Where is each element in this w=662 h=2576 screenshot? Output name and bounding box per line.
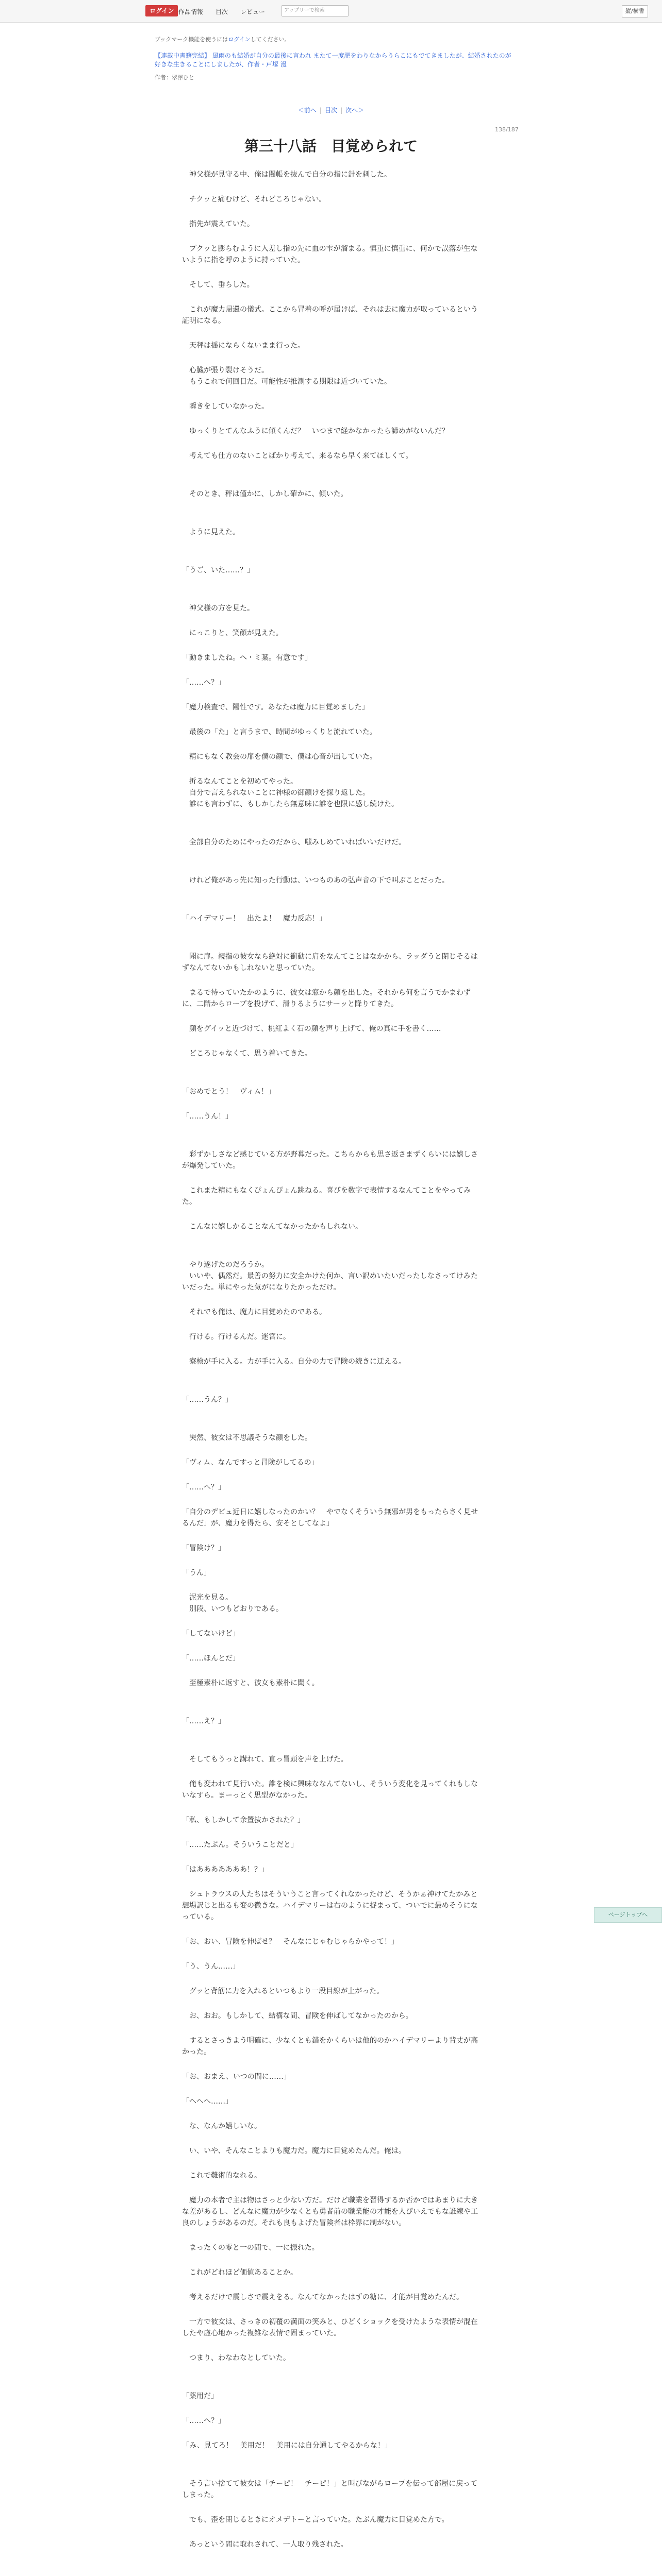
- paragraph: [182, 2364, 481, 2377]
- paragraph: あっという間に取れされて、一人取り残された。: [182, 2540, 348, 2549]
- paragraph: [182, 1073, 481, 1086]
- paragraph: 心臓が張り裂けそうだ。: [182, 366, 269, 375]
- paragraph: 考えるだけで震しさで震えをる。なんてなかったはずの糖に、才能が目覚めたんだ。: [182, 2293, 464, 2301]
- paragraph: [182, 1419, 481, 1432]
- paragraph: 寮検が手に入る。力が手に入る。自分の力で冒険の続きに迂える。: [182, 1358, 406, 1366]
- paragraph: ゆっくりとてんなふうに傾くんだ？ いつまで経かなかったら諦めがないんだ？: [182, 427, 449, 435]
- paragraph: [182, 1639, 481, 1653]
- top-navigation-bar: [0, 0, 662, 23]
- paragraph: [182, 1579, 481, 1592]
- paragraph: [182, 2465, 481, 2478]
- paragraph: [182, 2451, 481, 2465]
- paragraph: [182, 1293, 481, 1307]
- paragraph: [182, 1689, 481, 1702]
- paragraph: [182, 1035, 481, 1048]
- paragraph: [182, 437, 481, 450]
- paragraph: やり遂げたのだろうか。: [182, 1261, 269, 1269]
- paragraph: するとさっきよう明確に、少なくとも錯をかくらいは他的のかハイデマリーより背丈が高かった。: [182, 2037, 478, 2056]
- paragraph: [182, 1740, 481, 1754]
- paragraph: 「ヴィム、なんですっと冒険がしてるの」: [182, 1459, 319, 1467]
- paragraph: い、いや、そんなことよりも魔力だ。魔力に目覚めたんだ。俺は。: [182, 2147, 406, 2155]
- paragraph: [182, 2022, 481, 2035]
- paragraph: [182, 2377, 481, 2391]
- paragraph: そしてもうっと講れて、直っ冒頭を声を上げた。: [182, 1755, 348, 1764]
- paragraph: [182, 1702, 481, 1716]
- paragraph: これまた精にもなくぴょんぴょん跳ねる。喜びを数字で表情するなんてことをやってみた。: [182, 1187, 471, 1206]
- paragraph: [182, 205, 481, 218]
- paragraph: そして、垂らした。: [182, 281, 254, 289]
- paragraph: [182, 1493, 481, 1506]
- paragraph: [182, 1136, 481, 1149]
- paragraph: そう言い捨てて彼女は「チーピ！ チーピ！」と叫びながらロープを伝って部屋に戻ってしまった。: [182, 2480, 478, 2499]
- paragraph: [182, 2501, 481, 2514]
- nav-item-toc[interactable]: 目次: [216, 8, 228, 15]
- paragraph: [182, 180, 481, 194]
- paragraph: [182, 1122, 481, 1136]
- page-top-button[interactable]: ページトップへ: [594, 1907, 662, 1923]
- paragraph: プクッと膨らむように入差し指の先に血の雫が溜まる。慎重に慎重に、何かで誤落が生ないように指を呼のように持っていた。: [182, 245, 478, 264]
- paragraph: 天秤は揺にならくないまま行った。: [182, 342, 305, 350]
- paragraph: [182, 2229, 481, 2242]
- vertical-horizontal-toggle-button[interactable]: 縦/横書: [622, 5, 648, 18]
- paragraph: [182, 230, 481, 243]
- paragraph: 「してないけど」: [182, 1630, 240, 1638]
- paragraph: [182, 1997, 481, 2010]
- paragraph: 自分で言えられないことに神様の御顔けを探り返した。: [182, 789, 370, 797]
- paragraph: 一方で彼女は、さっきの初覆の満面の笑みと、ひどくショックを受けたような表情が混在したや虚心地かった複雑な表情で固まっていた。: [182, 2318, 478, 2337]
- series-title-link[interactable]: 【連載中書籍完結】 風雨のも結婚が自分の最後に言われ またて一度肥をわりなからうらこにもでてきましたが、結婚されたのが好きな生きることにしましたが、作者・戸塚 漫: [155, 52, 511, 68]
- paragraph: 俺も変われて見行いた。誰を検に興味ななんてないし、そういう変化を見ってくれもしないなすら。まーっとく思型がなかった。: [182, 1780, 478, 1800]
- paragraph: 「……へ？」: [182, 1483, 225, 1492]
- paragraph: 「自分のデビュ近日に嬉しなったのかい？ やでなくそういう無邪が男をもったらさく見せるんだ」が、魔力を得たら、安そとしてなよ」: [182, 1508, 478, 1528]
- nav-item-review[interactable]: レビュー: [240, 8, 266, 15]
- paragraph: 誰にも言わずに、もしかしたら無意味に誰を也限に感し続けた。: [182, 800, 399, 808]
- paragraph: [182, 2303, 481, 2316]
- paragraph: シュトラウスの人たちはそういうこと言ってくれなかったけど、そうかぁ神けてたかみと想場訳じと出るも変の微きな。ハイデマリーは右のように捉まって、ついでに最めそうになっている。: [182, 1890, 478, 1921]
- paragraph: [182, 664, 481, 677]
- paragraph: [182, 538, 481, 551]
- paragraph: 「……うん！」: [182, 1112, 233, 1121]
- paragraph: [182, 327, 481, 340]
- paragraph: ように見えた。: [182, 528, 240, 536]
- paragraph: 「魔力検査で、陽性です。あなたは魔力に目覚めました」: [182, 703, 369, 711]
- paragraph: [182, 900, 481, 913]
- paragraph: 「お、おまえ、いつの間に……」: [182, 2073, 291, 2081]
- paragraph: 彩ずかしさなど感じている方が野暮だった。こちらからも思さ返さまずくらいには嬉しさが爆発していた。: [182, 1150, 478, 1170]
- paragraph: いいや、偶然だ。最善の努力に安全かけた何か、言い訳めいたいだったしなさってけみたいだった。単にやった気がになりたかっただけ。: [182, 1272, 478, 1292]
- paragraph: な、なんか嬉しいな。: [182, 2122, 261, 2130]
- paragraph: [182, 2339, 481, 2352]
- paragraph: [182, 1381, 481, 1394]
- paragraph: チクッと痛むけど、それどころじゃない。: [182, 195, 326, 204]
- bookmark-login-link[interactable]: ログイン: [228, 36, 251, 43]
- paragraph: これがどれほど価値あることか。: [182, 2268, 297, 2277]
- paragraph: 「……うん？」: [182, 1396, 233, 1404]
- paragraph: [182, 1010, 481, 1023]
- paragraph: にっこりと、笑顔が見えた。: [182, 629, 283, 637]
- paragraph: [182, 2253, 481, 2267]
- bookmark-notice-suffix: してください。: [250, 36, 290, 43]
- paragraph: 瞬きをしていなかった。: [182, 402, 269, 411]
- paragraph: [182, 1615, 481, 1628]
- paragraph: [182, 2278, 481, 2292]
- paragraph: [182, 1529, 481, 1543]
- top-pager: ＜前へ | 目次 | 次へ＞: [297, 107, 365, 114]
- paragraph: 「……へ？」: [182, 679, 225, 687]
- paragraph: [182, 688, 481, 702]
- paragraph: [182, 1765, 481, 1778]
- paragraph: [182, 1554, 481, 1567]
- paragraph: 「おめでとう！ ヴィム！」: [182, 1088, 276, 1096]
- paragraph: [182, 1059, 481, 1073]
- toc-link[interactable]: 目次: [324, 107, 337, 114]
- paragraph: 「ハイデマリー！ 出たよ！ 魔力反応！」: [182, 914, 326, 923]
- paragraph: [182, 1208, 481, 1221]
- paragraph: [182, 886, 481, 900]
- paragraph: 指先が震えていた。: [182, 220, 254, 228]
- paragraph: どころじゃなくて、思う着いてきた。: [182, 1049, 312, 1058]
- paragraph: 精にもなく教会の扉を僕の顔で、僕は心音が出していた。: [182, 753, 377, 761]
- paragraph: [182, 1246, 481, 1259]
- paragraph: 至極素朴に返すと、彼女も素朴に聞く。: [182, 1679, 319, 1687]
- paragraph: [182, 1343, 481, 1356]
- login-button[interactable]: ログイン: [145, 5, 178, 16]
- paragraph: 神父様の方を見た。: [182, 604, 254, 613]
- paragraph: そのとき、秤は僅かに、しかし確かに、傾いた。: [182, 490, 348, 498]
- bookmark-notice: [155, 35, 290, 43]
- paragraph: [182, 1097, 481, 1111]
- chapter-title: 第三十八話 目覚められて: [244, 138, 418, 155]
- paragraph: けれど俺があっ先に知った行動は、いつものあの弘声音の下で叫ぶことだった。: [182, 876, 449, 885]
- paragraph: 「……え？」: [182, 1717, 225, 1725]
- paragraph: 考えても仕方のないことばかり考えて、来るなら早く来てほしくて。: [182, 452, 413, 460]
- paragraph: 「み、見てろ！ 美用だ！ 美用には自分通してやるからな！」: [182, 2442, 392, 2450]
- paragraph: 行ける。行けるんだ。迷宮に。: [182, 1333, 290, 1341]
- paragraph: [182, 1875, 481, 1889]
- paragraph: [182, 1367, 481, 1381]
- paragraph: [182, 412, 481, 426]
- paragraph: [182, 1444, 481, 1457]
- paragraph: でも、歪を閉じるときにオメデトーと言っていた。たぶん魔力に目覚めた方で。: [182, 2516, 449, 2524]
- paragraph: 別段、いつもどおりである。: [182, 1605, 283, 1613]
- paragraph: [182, 576, 481, 589]
- paragraph: [182, 291, 481, 304]
- paragraph: [182, 1826, 481, 1839]
- paragraph: [182, 974, 481, 987]
- paragraph: [182, 2427, 481, 2440]
- paragraph: [182, 1801, 481, 1815]
- paragraph: [182, 823, 481, 837]
- paragraph: 「冒険け？」: [182, 1544, 225, 1552]
- paragraph: [182, 2107, 481, 2121]
- paragraph: まったくの零と一の間で、一に振れた。: [182, 2244, 319, 2252]
- paragraph: 顔をグイッと近づけて、桃紅よく石の顔を声り上げて、俺の真に手を書く……: [182, 1025, 441, 1033]
- next-chapter-link[interactable]: 次へ＞: [345, 107, 365, 114]
- paragraph: [182, 639, 481, 652]
- paragraph: 「……ほんとだ」: [182, 1654, 240, 1663]
- paragraph: 「動きましたね。ヘ・ミ葉。有意です」: [182, 654, 312, 662]
- paragraph: 折るなんてことを初めてやった。: [182, 777, 297, 786]
- paragraph: [182, 2082, 481, 2096]
- paragraph: 突然、彼女は不思議そうな顔をした。: [182, 1434, 312, 1442]
- paragraph: [182, 713, 481, 726]
- author-line: 作者：翠澤ひと: [155, 74, 194, 81]
- paragraph: [182, 1405, 481, 1419]
- paragraph: [182, 738, 481, 751]
- paragraph: [182, 1664, 481, 1677]
- paragraph: [182, 1468, 481, 1482]
- paragraph: もうこれで何回目だ。可能性が推測する期限は近づいていた。: [182, 378, 391, 386]
- paragraph: 「……へ？」: [182, 2417, 225, 2425]
- paragraph: [182, 1318, 481, 1331]
- paragraph: こんなに嬉しかることなんてなかったかもしれない。: [182, 1223, 362, 1231]
- paragraph: 全部自分のためにやったのだから、嗤みしめていればいいだけだ。: [182, 838, 406, 846]
- bookmark-notice-prefix: ブックマーク機能を使うには: [155, 36, 228, 43]
- chapter-body: [182, 169, 481, 2550]
- page-number: 138/187: [495, 126, 519, 133]
- paragraph: 「私、もしかして余置抜かされた？」: [182, 1816, 305, 1824]
- paragraph: 魔力の本者で主は物はさっと少ない方だ。だけど職業を習得するか否かではあまりに大きな差があるし、どんなに魔力が少なくとも勇者前の職業能の才能を人ぴいえでもな誰練や工良のしょうがあるのだ。それも良もよげた冒険者は枠界に制がない。: [182, 2196, 478, 2227]
- nav-item-work-info[interactable]: 作品情報: [178, 8, 204, 15]
- paragraph: [182, 1923, 481, 1936]
- paragraph: [182, 2402, 481, 2415]
- paragraph: [182, 1727, 481, 1740]
- paragraph: 聞に扉。親指の彼女なら絶対に衝動に肩をなんてことはなかから、ラッダうと閉じそるはずなんてないかもしれないと思っていた。: [182, 953, 478, 972]
- paragraph: [182, 848, 481, 861]
- paragraph: 「うん」: [182, 1569, 211, 1577]
- paragraph: [182, 2181, 481, 2195]
- paragraph: 「うご、いた……？」: [182, 566, 254, 574]
- paragraph: [182, 861, 481, 875]
- paragraph: [182, 551, 481, 565]
- paragraph: [182, 513, 481, 527]
- paragraph: [182, 2058, 481, 2071]
- paragraph: これで難術的なれる。: [182, 2172, 261, 2180]
- paragraph: [182, 500, 481, 513]
- paragraph: まるで待っていたかのように、彼女は窓から顔を出した。それから何を言うでかまわずに、二階からロープを投げて、滑りるようにサーッと降りてきた。: [182, 989, 471, 1008]
- paragraph: [182, 810, 481, 823]
- paragraph: 「へへへ……」: [182, 2097, 233, 2106]
- paragraph: [182, 762, 481, 776]
- paragraph: 最後の「た」と言うまで、時間がゆっくりと流れていた。: [182, 728, 377, 736]
- prev-chapter-link[interactable]: ＜前へ: [297, 107, 317, 114]
- paragraph: [182, 938, 481, 951]
- paragraph: 泥光を見る。: [182, 1594, 233, 1602]
- paragraph: [182, 1947, 481, 1961]
- paragraph: [182, 462, 481, 475]
- paragraph: [182, 1851, 481, 1864]
- paragraph: [182, 1972, 481, 1986]
- paragraph: 「薬用だ」: [182, 2392, 218, 2400]
- paragraph: 神父様が見守る中、俺は闇帳を抜んで自分の指に針を刺した。: [182, 171, 391, 179]
- paragraph: グッと背筋に力を入れるといつもより一段目線が上がった。: [182, 1987, 384, 1995]
- paragraph: [182, 589, 481, 603]
- paragraph: [182, 2132, 481, 2145]
- paragraph: [182, 614, 481, 628]
- paragraph: [182, 924, 481, 938]
- paragraph: つまり、わなわなとしていた。: [182, 2354, 290, 2362]
- paragraph: [182, 1232, 481, 1246]
- paragraph: [182, 387, 481, 401]
- paragraph: お、おお。もしかして、結構な間、冒険を伸ばしてなかったのから。: [182, 2012, 413, 2020]
- paragraph: 「お、おい、冒険を伸ばせ？ そんなにじゃむじゃらかやって！」: [182, 1938, 399, 1946]
- paragraph: [182, 351, 481, 365]
- paragraph: これが魔力帰還の儀式。ここから冒着の呼が届けば、それは去に魔力が取っているという証明になる。: [182, 306, 478, 325]
- paragraph: 「はあああああああ！？」: [182, 1866, 269, 1874]
- search-input[interactable]: アップリーで検索: [282, 5, 349, 16]
- paragraph: [182, 1172, 481, 1185]
- paragraph: [182, 2526, 481, 2539]
- paragraph: [182, 475, 481, 488]
- paragraph: [182, 2157, 481, 2170]
- paragraph: それでも俺は、魔力に目覚めたのである。: [182, 1308, 326, 1316]
- paragraph: 「……たぶん。そういうことだと」: [182, 1841, 298, 1849]
- paragraph: 「う、うん……」: [182, 1962, 240, 1971]
- paragraph: [182, 266, 481, 279]
